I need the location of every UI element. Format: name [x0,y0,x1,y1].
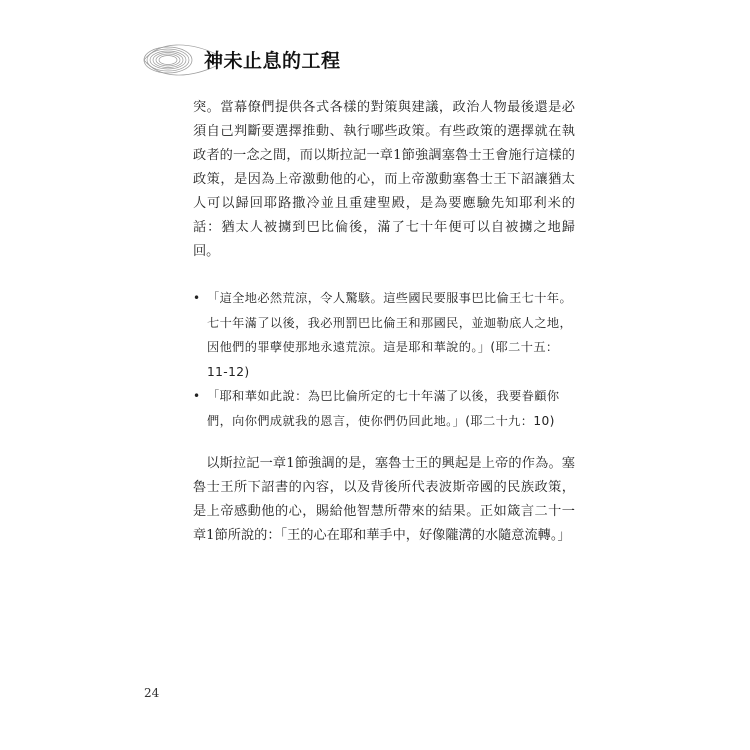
page-body [193,96,575,548]
running-header [140,36,400,86]
page-number: 24 [144,686,160,700]
scripture-quote-text: 「耶和華如此說：為巴比倫所定的七十年滿了以後，我要眷顧你們，向你們成就我的恩言，使你們仍回此地。」(耶二十九：10) [207,389,560,428]
chapter-header-title: 神未止息的工程 [204,50,341,72]
bullet-icon: • [193,389,201,403]
scripture-quote-1 [193,286,575,384]
body-paragraph-1: 突。當幕僚們提供各式各樣的對策與建議，政治人物最後還是必須自己判斷要選擇推動、執行哪些政策。有些政策的選擇就在執政者的一念之間，而以斯拉記一章1節強調塞魯士王會施行這樣的政策，是因為上帝激動他的心，而上帝激動塞魯士王下詔讓猶太人可以歸回耶路撒冷並且重建聖殿，是為要應驗先知耶利米的話：猶太人被擄到巴比倫後，滿了七十年便可以自被擄之地歸回。 [193,100,575,259]
scripture-quote-list [193,286,575,433]
scripture-quote-text: 「這全地必然荒涼，令人驚駭。這些國民要服事巴比倫王七十年。七十年滿了以後，我必刑罰巴比倫王和那國民，並迦勒底人之地，因他們的罪孽使那地永遠荒涼。這是耶和華說的。」(耶二十五：11-12) [207,291,573,379]
bullet-icon: • [193,291,201,305]
scripture-quote-2 [193,384,575,433]
body-paragraph-2: 以斯拉記一章1節強調的是，塞魯士王的興起是上帝的作為。塞魯士王所下詔書的內容，以及背後所代表波斯帝國的民族政策，是上帝感動他的心，賜給他智慧所帶來的結果。正如箴言二十一章1節所說的：「王的心在耶和華手中，好像隴溝的水隨意流轉。」 [193,456,575,543]
